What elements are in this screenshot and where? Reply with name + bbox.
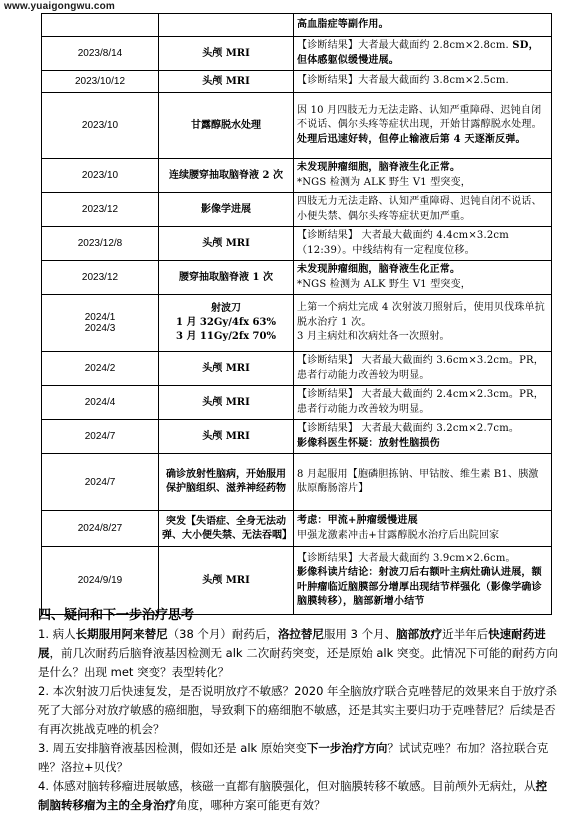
- row-date: [42, 511, 159, 547]
- row-result: [294, 71, 552, 93]
- row-result-seg: 四肢无力无法走路、认知严重障碍、迟钝自闭不说话、小便失禁、偶尔头疼等症状更加严重。: [297, 196, 542, 222]
- row-result-seg: 影像科读片结论：射波刀后右额叶主病灶确认进展，额叶肿瘤临近脑膜部分增厚出现结节样强化（影像学确诊脑膜转移），脑部新增小结节: [297, 567, 542, 607]
- row-date: [42, 261, 159, 295]
- row-date-text: 2023/10/12: [74, 76, 126, 87]
- row-date-text: 2024/3: [84, 323, 116, 334]
- row-result: [294, 14, 552, 37]
- row-result-seg: 甲强龙激素冲击+甘露醇脱水治疗后出院回家: [297, 529, 500, 541]
- row-result-seg: 高血脂症等副作用。: [297, 18, 389, 30]
- row-result-seg: 8 月起服用【胞磷胆拣钠、甲钴胺、维生素 B1、胰激肽原酶肠溶片】: [297, 468, 539, 494]
- row-date-text: 2023/12: [81, 204, 119, 215]
- row-result: [294, 511, 552, 547]
- row-event: [159, 93, 294, 159]
- row-date-text: 2023/10: [81, 170, 119, 181]
- table-row: [42, 420, 552, 454]
- row-result-seg: 未发现肿瘤细胞，脑脊液生化正常。: [297, 264, 461, 275]
- table-row: [42, 295, 552, 352]
- question-seg: 角度，哪种方案可能更有效？: [176, 798, 326, 812]
- row-result-seg: 未发现肿瘤细胞，脑脊液生化正常。: [297, 162, 461, 173]
- question-seg: 2. 本次射波刀后快速复发，是否说明放疗不敏感？2020 年全脑放疗联合克唑替尼的效果来自于放疗杀死了大部分对放疗敏感的癌细胞，导致剩下的癌细胞不敏感，还是其实主要归功于克唑替尼？后续是否有再次挑战克唑的机会？: [38, 684, 558, 736]
- question-seg: 控制脑转移瘤为主的全身治疗: [38, 779, 548, 812]
- row-date-text: 2024/9/19: [77, 575, 123, 586]
- row-event-text: 突发【失语症、全身无法动弹、大小便失禁、无法吞咽】: [162, 515, 292, 541]
- row-result-seg: 【诊断结果】 大者最大截面约 2.4cm×2.3cm。PR，患者行动能力改善较为明显。: [297, 389, 544, 415]
- row-result: [294, 295, 552, 352]
- row-event-text: 3 月 11Gy/2fx 70%: [176, 331, 276, 342]
- row-date: [42, 159, 159, 193]
- row-result: [294, 420, 552, 454]
- row-date-text: 2024/4: [84, 397, 116, 408]
- row-date-text: 2023/10: [81, 120, 119, 131]
- row-result-seg: 处理后迅速好转，但停止输液后第 4 天逐渐反弹。: [297, 133, 526, 145]
- row-event-text: 头颅 MRI: [202, 75, 250, 87]
- table-row: [42, 193, 552, 227]
- row-event: [159, 71, 294, 93]
- table-row: [42, 261, 552, 295]
- row-event-text: 连续腰穿抽取脑脊液 2 次: [169, 169, 283, 181]
- section-title: 四、疑问和下一步治疗思考: [38, 608, 195, 623]
- row-event: [159, 14, 294, 37]
- question-seg: 3. 周五安排脑脊液基因检测，假如还是 alk 原始突变: [38, 741, 307, 755]
- row-event: [159, 193, 294, 227]
- question-seg: 下一步治疗方向: [306, 741, 388, 755]
- question-seg: ？试试克唑？布加？洛拉联合克唑？洛拉+贝伐？: [38, 741, 549, 774]
- row-event-text: 头颅 MRI: [202, 47, 250, 59]
- question-seg: （38 个月）耐药后，: [167, 627, 278, 641]
- treatment-timeline-table: [41, 13, 552, 615]
- row-event-text: 头颅 MRI: [202, 362, 250, 374]
- row-result-seg: 因 10 月四肢无力无法走路、认知严重障碍、迟钝自闭不说话、偶尔头疼等症状出现，开始甘露醇脱水处理。: [297, 104, 542, 131]
- row-result: [294, 193, 552, 227]
- question-paragraph: [38, 739, 558, 777]
- question-seg: 快速耐药进展: [38, 627, 546, 660]
- row-event-text: 头颅 MRI: [202, 237, 250, 249]
- question-paragraph: [38, 777, 558, 815]
- row-result-seg: *NGS 检测为 ALK 野生 V1 型突变，: [297, 278, 471, 290]
- question-paragraph: [38, 682, 558, 739]
- row-date: [42, 37, 159, 71]
- table-row: [42, 352, 552, 386]
- table-row: [42, 93, 552, 159]
- row-date-text: 2024/7: [84, 431, 116, 442]
- row-result-seg: 【诊断结果】大者最大截面约 2.8cm×2.8cm.: [297, 40, 513, 51]
- row-date: [42, 386, 159, 420]
- row-date: [42, 14, 159, 37]
- row-date: [42, 420, 159, 454]
- row-date: [42, 93, 159, 159]
- row-event-text: 射波刀: [211, 303, 241, 314]
- row-date: [42, 295, 159, 352]
- row-date-text: 2024/2: [84, 363, 116, 374]
- row-event: [159, 420, 294, 454]
- table-row: [42, 37, 552, 71]
- row-result-seg: 考虑：甲流+肿瘤缓慢进展: [297, 515, 418, 526]
- table-row: [42, 159, 552, 193]
- question-seg: 近半年后: [442, 627, 489, 641]
- row-date-text: 2023/8/14: [77, 48, 123, 59]
- row-result: [294, 227, 552, 261]
- row-event: [159, 37, 294, 71]
- row-date: [42, 71, 159, 93]
- row-event-text: 甘露醇脱水处理: [191, 119, 261, 131]
- table-row: [42, 14, 552, 37]
- question-seg: 脑部放疗: [396, 627, 443, 641]
- row-result-seg: 【诊断结果】大者最大截面约 3.8cm×2.5cm.: [297, 75, 509, 87]
- row-event: [159, 454, 294, 511]
- question-seg: 1. 病人: [38, 627, 76, 641]
- row-event-text: 1 月 32Gy/4fx 63%: [176, 317, 276, 328]
- table-row: [42, 511, 552, 547]
- question-seg: 服用 3 个月、: [323, 627, 397, 641]
- row-event: [159, 159, 294, 193]
- row-date-text: 2024/8/27: [77, 523, 123, 534]
- row-date: [42, 193, 159, 227]
- row-event: [159, 352, 294, 386]
- row-result-seg: 3 月主病灶和次病灶各一次照射。: [297, 331, 450, 343]
- row-result: [294, 159, 552, 193]
- table-row: [42, 454, 552, 511]
- row-date-text: 2023/12/8: [77, 238, 123, 249]
- question-seg: 长期服用阿来替尼: [75, 627, 168, 641]
- row-event: [159, 261, 294, 295]
- row-event-text: 头颅 MRI: [202, 396, 250, 408]
- row-event-text: 影像学进展: [201, 203, 251, 215]
- row-event-text: 腰穿抽取脑脊液 1 次: [179, 271, 273, 283]
- row-result: [294, 454, 552, 511]
- row-result: [294, 37, 552, 71]
- row-event-text: 确诊放射性脑病，开始服用保护脑组织、滋养神经药物: [166, 469, 286, 494]
- question-seg: ，前几次耐药后脑脊液基因检测无 alk 二次耐药突变，还是原始 alk 突变。此情况下可能的耐药方向是什么？出现 met 突变？表型转化？: [38, 646, 558, 679]
- table-row: [42, 71, 552, 93]
- row-date-text: 2024/7: [84, 476, 116, 488]
- row-event-text: 头颅 MRI: [202, 574, 250, 586]
- row-result-seg: 上第一个病灶完成 4 次射波刀照射后，使用贝伐珠单抗脱水治疗 1 次。: [297, 302, 545, 328]
- row-result-seg: 【诊断结果】 大者最大截面约 3.2cm×2.7cm。: [297, 423, 520, 434]
- row-result: [294, 261, 552, 295]
- row-date-text: 2024/1: [84, 312, 116, 323]
- row-event: [159, 295, 294, 352]
- row-event: [159, 386, 294, 420]
- question-seg: 4. 体感对脑转移瘤进展敏感，核磁一直都有脑膜强化，但对脑膜转移不敏感。目前颅外无病灶，从: [38, 779, 536, 793]
- table-row: [42, 227, 552, 261]
- row-result: [294, 352, 552, 386]
- row-result-seg: 【诊断结果】 大者最大截面约 3.6cm×3.2cm。PR，患者行动能力改善较为明显。: [297, 355, 544, 381]
- row-event-text: 头颅 MRI: [202, 430, 250, 442]
- question-seg: 洛拉替尼: [277, 627, 324, 641]
- row-result-seg: SD，但体感躯似缓慢进展。: [297, 40, 539, 66]
- row-event: [159, 227, 294, 261]
- row-result: [294, 386, 552, 420]
- row-result-seg: 【诊断结果】大者最大截面约 3.9cm×2.6cm。: [297, 552, 516, 564]
- question-paragraph: [38, 625, 558, 682]
- row-result: [294, 93, 552, 159]
- table-row: [42, 386, 552, 420]
- questions-body: [38, 625, 558, 815]
- site-watermark: www.yuaigongwu.com: [4, 1, 116, 12]
- row-result-seg: 【诊断结果】 大者最大截面约 4.4cm×3.2cm （12:39）。中线结构有一定程度位移。: [297, 230, 509, 256]
- row-date: [42, 454, 159, 511]
- row-result: [294, 547, 552, 615]
- row-event: [159, 511, 294, 547]
- row-result-seg: *NGS 检测为 ALK 野生 V1 型突变，: [297, 176, 471, 188]
- row-date: [42, 227, 159, 261]
- row-result-seg: 影像科医生怀疑：放射性脑损伤: [297, 437, 440, 449]
- row-date-text: 2023/12: [81, 272, 119, 283]
- row-date: [42, 352, 159, 386]
